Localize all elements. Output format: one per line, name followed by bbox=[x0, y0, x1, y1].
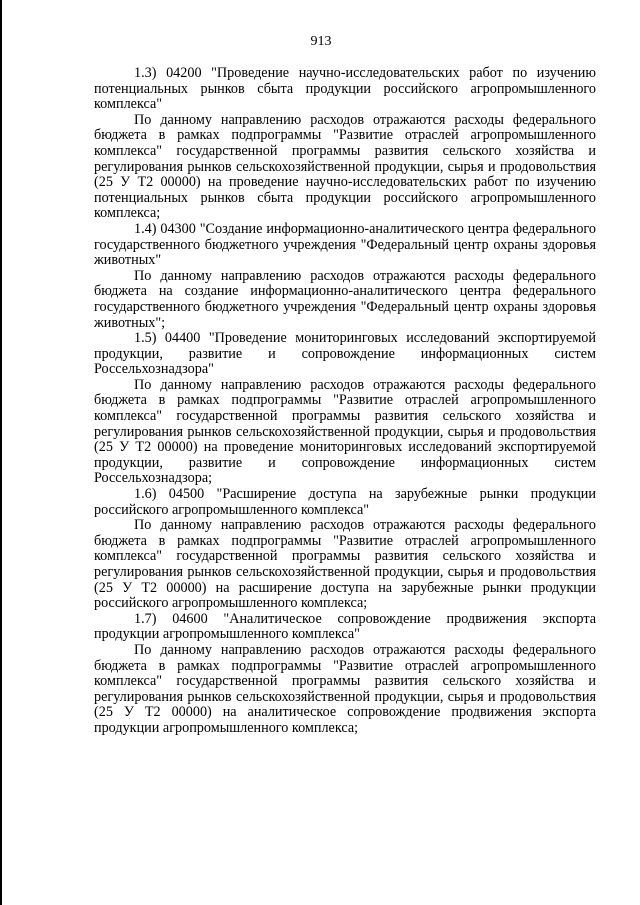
paragraph-heading-1-6: 1.6) 04500 "Расширение доступа на зарубежные рынки продукции российского агропромышленного комплекса" bbox=[94, 486, 596, 518]
document-body bbox=[94, 66, 596, 737]
paragraph-heading-1-7: 1.7) 04600 "Аналитическое сопровождение продвижения экспорта продукции агропромышленного комплекса" bbox=[94, 610, 596, 643]
paragraph-text-1-6: По данному направлению расходов отражаются расходы федерального бюджета в рамках подпрограммы "Развитие отраслей агропромышленного комплекса" государственной программы развития сельского хозяйства и регулирования рынков сельскохозяйственной продукции, сырья и продовольствия (25 У Т2 00000) на расширение доступа на зарубежные рынки продукции российского агропромышленного комплекса; bbox=[94, 517, 596, 612]
paragraph-text-1-3: По данному направлению расходов отражаются расходы федерального бюджета в рамках подпрограммы "Развитие отраслей агропромышленного комплекса" государственной программы развития сельского хозяйства и регулирования рынков сельскохозяйственной продукции, сырья и продовольствия (25 У Т2 00000) на проведение научно-исследовательских работ по изучению потенциальных рынков сбыта продукции российского агропромышленного комплекса; bbox=[94, 111, 596, 222]
paragraph-heading-1-5: 1.5) 04400 "Проведение мониторинговых исследований экспортируемой продукции, развитие и сопровождение информационных систем Россельхознадзора" bbox=[94, 330, 596, 378]
page-number: 913 bbox=[310, 34, 332, 49]
paragraph-heading-1-3: 1.3) 04200 "Проведение научно-исследовательских работ по изучению потенциальных рынков сбыта продукции российского агропромышленного комплекса" bbox=[94, 65, 596, 113]
paragraph-heading-1-4: 1.4) 04300 "Создание информационно-аналитического центра федерального государственного бюджетного учреждения "Федеральный центр охраны здоровья животных" bbox=[94, 220, 596, 269]
paragraph-text-1-7: По данному направлению расходов отражаются расходы федерального бюджета в рамках подпрограммы "Развитие отраслей агропромышленного комплекса" государственной программы развития сельского хозяйства и регулирования рынков сельскохозяйственной продукции, сырья и продовольствия (25 У Т2 00000) на аналитическое сопровождение продвижения экспорта продукции агропромышленного комплекса; bbox=[94, 641, 596, 736]
paragraph-text-1-5: По данному направлению расходов отражаются расходы федерального бюджета в рамках подпрограммы "Развитие отраслей агропромышленного комплекса" государственной программы развития сельского хозяйства и регулирования рынков сельскохозяйственной продукции, сырья и продовольствия (25 У Т2 00000) на проведение мониторинговых исследований экспортируемой продукции, развитие и сопровождение информационных систем Россельхознадзора; bbox=[94, 376, 596, 487]
paragraph-text-1-4: По данному направлению расходов отражаются расходы федерального бюджета на создание информационно-аналитического центра федерального государственного бюджетного учреждения "Федеральный центр охраны здоровья животных"; bbox=[94, 267, 596, 331]
